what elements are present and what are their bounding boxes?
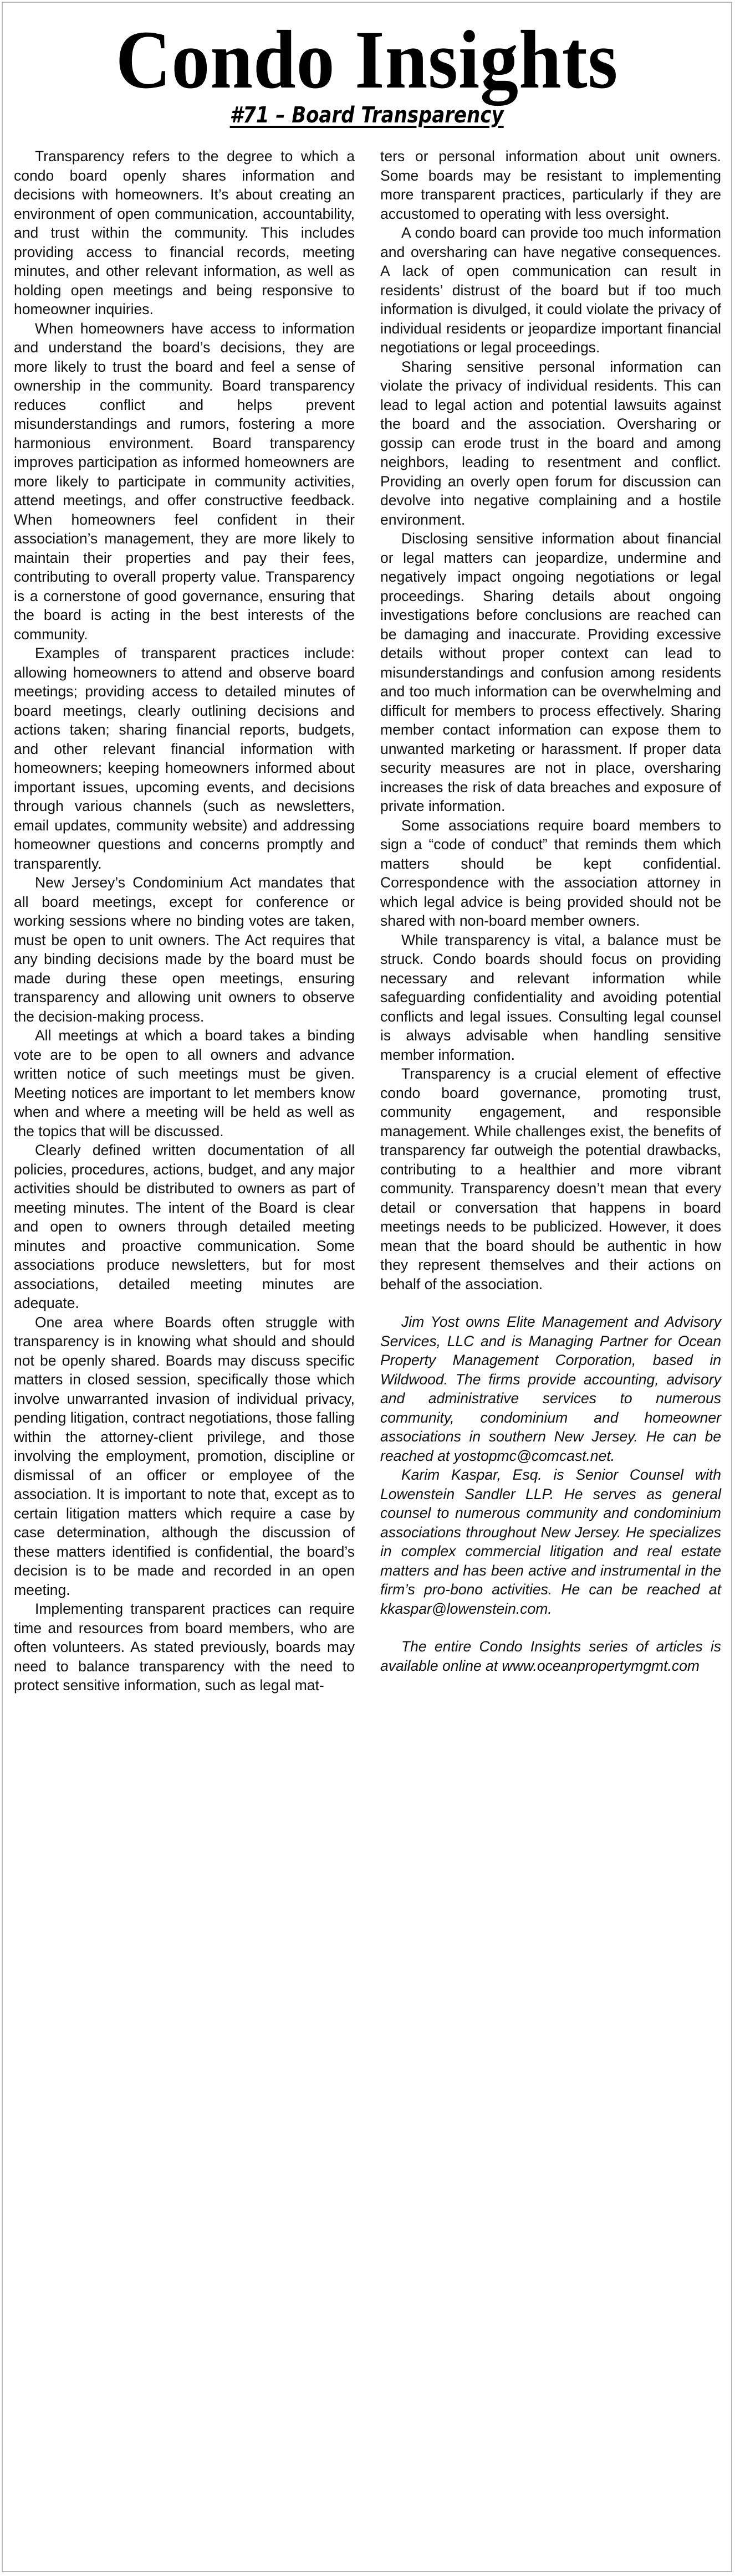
author-bio-kaspar: Karim Kaspar, Esq. is Senior Counsel with Lowenstein Sandler LLP. He serves as general counsel to numerous community and condominium associations throughout New Jersey. He specializes in complex commercial litigation and real estate matters and has been active and instrumental in the firm’s pro-bono activities. He can be reached at kkaspar@lowenstein.com. (380, 1466, 721, 1617)
paragraph: Transparency is a crucial element of effective condo board governance, promoting trust, community engagement, and responsible management. While challenges exist, the benefits of transparency far outweigh the potential drawbacks, contributing to a healthier and more vibrant community. Transparency doesn’t mean that every detail or conversation that happens in board meetings needs to be publicized. However, it does mean that the board should be authentic in how they represent themselves and their actions on behalf of the association. (380, 1065, 721, 1292)
article-subtitle (3, 102, 731, 128)
paragraph: Disclosing sensitive information about financial or legal matters can jeopardize, undermine and negatively impact ongoing negotiations or legal proceedings. Sharing details about ongoing investigations before conclusions are reached can be damaging and inaccurate. Providing excessive details without proper context can lead to misunderstandings and confusion among residents and too much information can be overwhelming and difficult for members to process effectively. Sharing member contact information can expose them to unwanted marketing or harassment. If proper data security measures are not in place, oversharing increases the risk of data breaches and exposure of private information. (380, 530, 721, 814)
paragraph: When homeowners have access to information and understand the board’s decisions, they are more likely to trust the board and feel a sense of ownership in the community. Board transparency reduces conflict and helps prevent misunderstandings and rumors, fostering a more harmonious environment. Board transparency improves participation as informed homeowners are more likely to participate in community activities, attend meetings, and offer constructive feedback. When homeowners feel confident in their association’s management, they are more likely to maintain their properties and pay their fees, contributing to overall property value. Transparency is a cornerstone of good governance, ensuring that the board is acting in the best interests of the community. (14, 320, 355, 643)
left-column (14, 147, 355, 1695)
article-columns (14, 147, 721, 1695)
paragraph-continuation: ters or personal information about unit owners. Some boards may be resistant to implementing more transparent practices, particularly if they are accustomed to operating with less oversight. (380, 148, 721, 222)
article-subtitle-text: #71 – Board Transparency (229, 102, 504, 128)
paragraph: All meetings at which a board takes a binding vote are to be open to all owners and advance written notice of such meetings must be given. Meeting notices are important to let members know when and where a meeting will be held as well as the topics that will be discussed. (14, 1027, 355, 1140)
paragraph: While transparency is vital, a balance must be struck. Condo boards should focus on providing necessary and relevant information while safeguarding confidentiality and avoiding potential conflicts and legal issues. Consulting legal counsel is always advisable when handling sensitive member information. (380, 931, 721, 1063)
paragraph: New Jersey’s Condominium Act mandates that all board meetings, except for conference or working sessions where no binding votes are taken, must be open to unit owners. The Act requires that any binding decisions made by the board must be made during these open meetings, ensuring transparency and allowing unit owners to observe the decision-making process. (14, 874, 355, 1025)
masthead-title: Condo Insights (115, 14, 619, 106)
author-bio-yost: Jim Yost owns Elite Management and Advisory Services, LLC and is Managing Partner for Ocean Property Management Corporation, based in Wildwood. The firms provide accounting, advisory and administrative services to numerous community, condominium and homeowner associations in southern New Jersey. He can be reached at yostopmc@comcast.net. (380, 1313, 721, 1464)
series-footer-note: The entire Condo Insights series of articles is available online at www.oceanpropertymgmt.com (380, 1638, 721, 1674)
paragraph: Sharing sensitive personal information can violate the privacy of individual residents. This can lead to legal action and potential lawsuits against the board and the association. Oversharing or gossip can erode trust in the board and among neighbors, leading to resentment and conflict. Providing an overly open forum for discussion can devolve into negative complaining and a hostile environment. (380, 358, 721, 528)
paragraph: Clearly defined written documentation of all policies, procedures, actions, budget, and any major activities should be distributed to owners as part of meeting minutes. The intent of the Board is clear and open to owners through detailed meeting minutes and proactive communication. Some associations produce newsletters, but for most associations, detailed meeting minutes are adequate. (14, 1142, 355, 1311)
right-column (380, 147, 721, 1695)
spacer (380, 1618, 721, 1637)
spacer (380, 1294, 721, 1312)
paragraph: Examples of transparent practices include: allowing homeowners to attend and observe board meetings; providing access to detailed minutes of board meetings, clearly outlining decisions and actions taken; sharing financial reports, budgets, and other relevant financial information with homeowners; keeping homeowners informed about important issues, upcoming events, and decisions through various channels (such as newsletters, email updates, community website) and addressing homeowner questions and concerns promptly and transparently. (14, 645, 355, 872)
paragraph: A condo board can provide too much information and oversharing can have negative consequences. A lack of open communication can result in residents’ distrust of the board but if too much information is divulged, it could violate the privacy of individual residents or jeopardize important financial negotiations or legal proceedings. (380, 224, 721, 356)
paragraph: Some associations require board members to sign a “code of conduct” that reminds them which matters should be kept confidential. Correspondence with the association attorney in which legal advice is being provided should not be shared with non-board member owners. (380, 817, 721, 929)
paragraph: Transparency refers to the degree to which a condo board openly shares information and decisions with homeowners. It’s about creating an environment of open communication, accountability, and trust within the community. This includes providing access to financial records, meeting minutes, and other relevant information, as well as holding open meetings and being responsive to homeowner inquiries. (14, 148, 355, 317)
paragraph: One area where Boards often struggle with transparency is in knowing what should and should not be openly shared. Boards may discuss specific matters in closed session, specifically those which involve unwarranted invasion of individual privacy, pending litigation, contract negotiations, those falling within the attorney-client privilege, and those involving the employment, promotion, discipline or dismissal of an officer or employee of the association. It is important to note that, except as to certain litigation matters which require a case by case determination, although the discussion of these matters identified is confidential, the board’s decision is to be made and recorded in an open meeting. (14, 1313, 355, 1598)
paragraph: Implementing transparent practices can require time and resources from board members, who are often volunteers. As stated previously, boards may need to balance transparency with the need to protect sensitive information, such as legal mat- (14, 1600, 355, 1694)
